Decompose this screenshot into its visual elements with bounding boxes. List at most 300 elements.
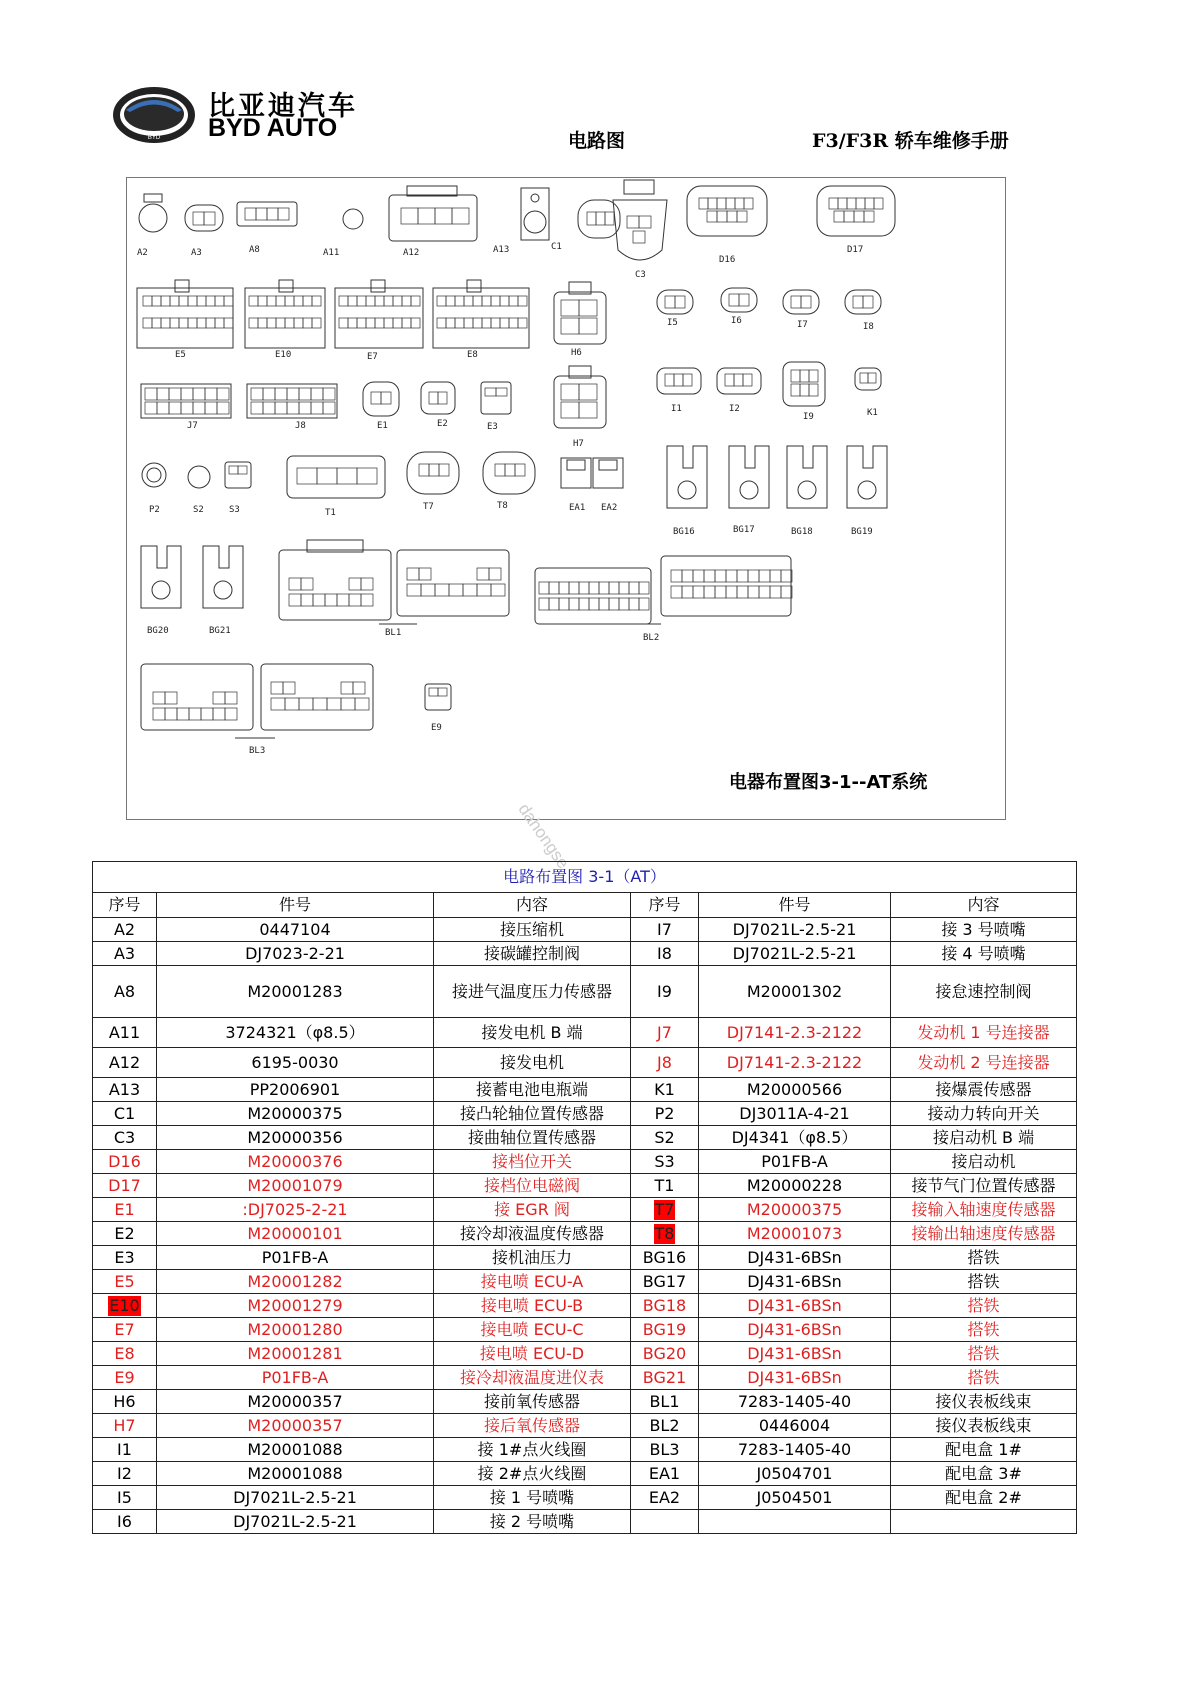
part-number-cell bbox=[699, 1390, 891, 1414]
part-number-cell bbox=[699, 1486, 891, 1510]
seq-cell bbox=[93, 1126, 157, 1150]
connector-label: BG19 bbox=[851, 527, 873, 537]
seq-cell bbox=[631, 1342, 699, 1366]
table-row bbox=[93, 918, 1077, 942]
connector-drawings bbox=[127, 178, 1005, 819]
part-number-cell bbox=[157, 918, 434, 942]
connector-label: E8 bbox=[467, 350, 478, 360]
table-row bbox=[93, 1246, 1077, 1270]
cell-text: 接冷却液温度进仪表 bbox=[459, 1367, 604, 1387]
cell-text: M20001088 bbox=[247, 1463, 343, 1483]
cell-text: 接爆震传感器 bbox=[935, 1079, 1032, 1099]
connector-label: J8 bbox=[295, 421, 306, 431]
connector-label: I1 bbox=[671, 404, 682, 414]
connector-label: I7 bbox=[797, 320, 808, 330]
seq-cell bbox=[93, 1390, 157, 1414]
header-content: 内容 bbox=[891, 893, 1077, 918]
content-cell bbox=[434, 1342, 631, 1366]
seq-cell bbox=[631, 1438, 699, 1462]
table-row bbox=[93, 1414, 1077, 1438]
seq-cell bbox=[631, 1150, 699, 1174]
part-number-cell bbox=[157, 1438, 434, 1462]
cell-text: 发动机 1 号连接器 bbox=[917, 1022, 1050, 1042]
cell-text: :DJ7025-2-21 bbox=[242, 1199, 348, 1219]
cell-text: 搭铁 bbox=[967, 1343, 1000, 1363]
connector-label: BG18 bbox=[791, 527, 813, 537]
cell-text: S3 bbox=[654, 1151, 675, 1171]
cell-text: 接启动机 B 端 bbox=[932, 1127, 1035, 1147]
cell-text: E2 bbox=[114, 1223, 135, 1243]
cell-text: 接怠速控制阀 bbox=[935, 981, 1032, 1001]
cell-text: M20001279 bbox=[247, 1295, 343, 1315]
content-cell bbox=[434, 1048, 631, 1078]
table-row bbox=[93, 1126, 1077, 1150]
connector-EA1 bbox=[561, 458, 591, 488]
cell-text: DJ7021L-2.5-21 bbox=[233, 1487, 357, 1507]
content-cell bbox=[434, 1414, 631, 1438]
content-cell bbox=[891, 1510, 1077, 1534]
cell-text: I7 bbox=[657, 919, 672, 939]
cell-text: 搭铁 bbox=[967, 1295, 1000, 1315]
connector-A11 bbox=[343, 209, 363, 229]
seq-cell bbox=[631, 1294, 699, 1318]
table-row bbox=[93, 1462, 1077, 1486]
connector-label: D17 bbox=[847, 245, 864, 255]
cell-text: I6 bbox=[117, 1511, 132, 1531]
connector-label: BL2 bbox=[643, 633, 660, 643]
cell-text: M20000375 bbox=[746, 1199, 843, 1219]
connector-label: BG17 bbox=[733, 525, 755, 535]
part-number-cell bbox=[699, 1174, 891, 1198]
content-cell bbox=[891, 1150, 1077, 1174]
seq-cell bbox=[93, 1462, 157, 1486]
seq-cell bbox=[631, 1366, 699, 1390]
cell-text: DJ7021L-2.5-21 bbox=[233, 1511, 357, 1531]
connector-BL3-right bbox=[261, 664, 373, 730]
cell-text: 搭铁 bbox=[967, 1271, 1000, 1291]
cell-text: 配电盒 2# bbox=[945, 1487, 1022, 1507]
cell-text: 接 4 号喷嘴 bbox=[941, 943, 1026, 963]
seq-cell bbox=[631, 1174, 699, 1198]
connector-EA2 bbox=[593, 458, 623, 488]
seq-cell bbox=[93, 1270, 157, 1294]
connector-label: C1 bbox=[551, 242, 562, 252]
content-cell bbox=[891, 1342, 1077, 1366]
content-cell bbox=[891, 1048, 1077, 1078]
cell-text: DJ7141-2.3-2122 bbox=[726, 1052, 863, 1072]
content-cell bbox=[891, 1018, 1077, 1048]
seq-cell bbox=[93, 918, 157, 942]
table-row bbox=[93, 1048, 1077, 1078]
content-cell bbox=[891, 918, 1077, 942]
connector-label: E1 bbox=[377, 421, 388, 431]
cell-text: A8 bbox=[113, 981, 136, 1001]
cell-text: 接前氧传感器 bbox=[483, 1391, 580, 1411]
connector-label: EA1 bbox=[569, 503, 586, 513]
table-header-row bbox=[93, 893, 1077, 918]
part-number-cell bbox=[157, 1078, 434, 1102]
connector-label: H6 bbox=[571, 348, 582, 358]
connector-label: I2 bbox=[729, 404, 740, 414]
cell-text: 接输出轴速度传感器 bbox=[911, 1223, 1056, 1243]
connector-E3 bbox=[481, 382, 511, 414]
connector-label: E7 bbox=[367, 352, 378, 362]
cell-text: 接档位开关 bbox=[491, 1151, 572, 1171]
seq-cell bbox=[631, 918, 699, 942]
cell-text: C1 bbox=[113, 1103, 136, 1123]
part-number-cell bbox=[157, 1270, 434, 1294]
cell-text: P2 bbox=[654, 1103, 675, 1123]
cell-text: 接 2 号喷嘴 bbox=[489, 1511, 575, 1531]
content-cell bbox=[891, 1270, 1077, 1294]
cell-text: 搭铁 bbox=[967, 1319, 1000, 1339]
part-number-cell bbox=[157, 942, 434, 966]
cell-text: 接 1#点火线圈 bbox=[477, 1439, 587, 1459]
part-number-cell bbox=[157, 1486, 434, 1510]
part-number-cell bbox=[699, 1018, 891, 1048]
connector-label: BG21 bbox=[209, 626, 231, 636]
cell-text: 接蓄电池电瓶端 bbox=[475, 1079, 588, 1099]
connector-label: E10 bbox=[275, 350, 292, 360]
seq-cell bbox=[93, 1414, 157, 1438]
content-cell bbox=[434, 1486, 631, 1510]
content-cell bbox=[434, 1126, 631, 1150]
part-number-cell bbox=[699, 1438, 891, 1462]
cell-text: M20001283 bbox=[247, 981, 343, 1001]
part-number-cell bbox=[157, 1246, 434, 1270]
cell-text: DJ3011A-4-21 bbox=[739, 1103, 850, 1123]
part-number-cell bbox=[699, 1198, 891, 1222]
cell-text: 0447104 bbox=[259, 919, 331, 939]
cell-text: M20000357 bbox=[247, 1415, 343, 1435]
cell-text: I8 bbox=[657, 943, 672, 963]
cell-text: M20001079 bbox=[247, 1175, 343, 1195]
connector-label: I9 bbox=[803, 412, 814, 422]
cell-text: P01FB-A bbox=[761, 1151, 828, 1171]
content-cell bbox=[434, 1366, 631, 1390]
cell-text: DJ7021L-2.5-21 bbox=[732, 919, 857, 939]
connector-BL1-right bbox=[397, 550, 509, 616]
cell-text: DJ431-6BSn bbox=[747, 1271, 842, 1291]
content-cell bbox=[891, 966, 1077, 1018]
diagram-caption: 电器布置图3-1--AT系统 bbox=[729, 772, 928, 793]
connector-label: E9 bbox=[431, 723, 442, 733]
part-number-cell bbox=[699, 1294, 891, 1318]
cell-text: E7 bbox=[114, 1319, 135, 1339]
cell-text: C3 bbox=[113, 1127, 136, 1147]
cell-text: BG19 bbox=[642, 1319, 687, 1339]
cell-text: 0446004 bbox=[758, 1415, 831, 1435]
cell-text: E5 bbox=[114, 1271, 135, 1291]
connector-parts-table bbox=[92, 861, 1077, 1534]
content-cell bbox=[891, 1222, 1077, 1246]
cell-text: M20001073 bbox=[746, 1223, 843, 1243]
cell-text: 接 3 号喷嘴 bbox=[941, 919, 1026, 939]
connector-label: A13 bbox=[493, 245, 510, 255]
cell-text: 接机油压力 bbox=[491, 1247, 572, 1267]
part-number-cell bbox=[699, 1102, 891, 1126]
seq-cell bbox=[631, 1390, 699, 1414]
part-number-cell bbox=[157, 1462, 434, 1486]
cell-text: EA1 bbox=[648, 1463, 681, 1483]
cell-text: 接电喷 ECU-D bbox=[479, 1343, 585, 1363]
cell-text: A11 bbox=[108, 1022, 141, 1042]
cell-text: E9 bbox=[114, 1367, 135, 1387]
connector-T7 bbox=[407, 452, 459, 494]
cell-text: 搭铁 bbox=[967, 1247, 1000, 1267]
content-cell bbox=[434, 1390, 631, 1414]
cell-text: I1 bbox=[117, 1439, 132, 1459]
connector-label: A12 bbox=[403, 248, 420, 258]
content-cell bbox=[891, 1078, 1077, 1102]
seq-cell bbox=[631, 1048, 699, 1078]
connector-label: S3 bbox=[229, 505, 240, 515]
cell-text: BG21 bbox=[642, 1367, 687, 1387]
connector-label: EA2 bbox=[601, 503, 618, 513]
content-cell bbox=[434, 1510, 631, 1534]
part-number-cell bbox=[699, 918, 891, 942]
connector-label: BL1 bbox=[385, 628, 402, 638]
cell-text: 接后氧传感器 bbox=[483, 1415, 580, 1435]
seq-cell bbox=[93, 1174, 157, 1198]
content-cell bbox=[434, 1222, 631, 1246]
cell-text: 6195-0030 bbox=[251, 1052, 339, 1072]
content-cell bbox=[891, 1102, 1077, 1126]
part-number-cell bbox=[157, 1318, 434, 1342]
seq-cell bbox=[93, 1246, 157, 1270]
part-number-cell bbox=[699, 1150, 891, 1174]
part-number-cell bbox=[157, 1222, 434, 1246]
part-number-cell bbox=[157, 1018, 434, 1048]
cell-text: 搭铁 bbox=[967, 1367, 1000, 1387]
cell-text: 接发电机 bbox=[499, 1052, 564, 1072]
cell-text: I9 bbox=[657, 981, 672, 1001]
content-cell bbox=[434, 1462, 631, 1486]
part-number-cell bbox=[699, 1342, 891, 1366]
part-number-cell bbox=[699, 1270, 891, 1294]
cell-text: J0504701 bbox=[756, 1463, 833, 1483]
table-row bbox=[93, 1018, 1077, 1048]
part-number-cell bbox=[157, 1390, 434, 1414]
seq-cell bbox=[631, 1198, 699, 1222]
cell-text: M20000228 bbox=[746, 1175, 843, 1195]
cell-text: 接电喷 ECU-C bbox=[480, 1319, 584, 1339]
part-number-cell bbox=[157, 1198, 434, 1222]
content-cell bbox=[891, 1198, 1077, 1222]
cell-text: M20001302 bbox=[746, 981, 843, 1001]
cell-text: DJ431-6BSn bbox=[747, 1367, 842, 1387]
seq-cell bbox=[631, 1018, 699, 1048]
cell-text: D16 bbox=[108, 1151, 141, 1171]
seq-cell bbox=[93, 1222, 157, 1246]
cell-text: DJ431-6BSn bbox=[747, 1295, 842, 1315]
cell-text: K1 bbox=[654, 1079, 675, 1099]
watermark: dahongse bbox=[514, 800, 573, 873]
cell-text: J0504501 bbox=[756, 1487, 833, 1507]
part-number-cell bbox=[699, 1222, 891, 1246]
table-row bbox=[93, 1294, 1077, 1318]
content-cell bbox=[891, 1246, 1077, 1270]
seq-cell bbox=[93, 1078, 157, 1102]
cell-text: 7283-1405-40 bbox=[737, 1439, 852, 1459]
part-number-cell bbox=[157, 1342, 434, 1366]
cell-text: 接 2#点火线圈 bbox=[477, 1463, 587, 1483]
cell-text: M20000566 bbox=[746, 1079, 843, 1099]
header-content: 内容 bbox=[434, 893, 631, 918]
cell-text: I5 bbox=[117, 1487, 132, 1507]
section-title: 电路图 bbox=[568, 130, 626, 152]
seq-cell bbox=[93, 1510, 157, 1534]
content-cell bbox=[434, 942, 631, 966]
cell-text: 接发电机 B 端 bbox=[481, 1022, 583, 1042]
table-caption bbox=[93, 862, 1077, 893]
table-row bbox=[93, 1174, 1077, 1198]
seq-cell bbox=[93, 1102, 157, 1126]
part-number-cell bbox=[157, 1294, 434, 1318]
cell-text: DJ431-6BSn bbox=[747, 1343, 842, 1363]
content-cell bbox=[891, 1390, 1077, 1414]
part-number-cell bbox=[157, 1174, 434, 1198]
content-cell bbox=[434, 1078, 631, 1102]
content-cell bbox=[434, 1270, 631, 1294]
part-number-cell bbox=[699, 1246, 891, 1270]
cell-text: M20001088 bbox=[247, 1439, 343, 1459]
cell-text: M20000356 bbox=[247, 1127, 343, 1147]
table-row bbox=[93, 942, 1077, 966]
part-number-cell bbox=[699, 942, 891, 966]
table-row bbox=[93, 1510, 1077, 1534]
seq-cell bbox=[93, 1342, 157, 1366]
cell-text: E1 bbox=[114, 1199, 135, 1219]
cell-text: BL1 bbox=[649, 1391, 680, 1411]
content-cell bbox=[434, 966, 631, 1018]
connector-label: D16 bbox=[719, 255, 736, 265]
seq-cell bbox=[93, 1486, 157, 1510]
logo-text: BYD bbox=[147, 135, 161, 141]
part-number-cell bbox=[157, 1126, 434, 1150]
cell-text: E8 bbox=[114, 1343, 135, 1363]
connector-BL1-left bbox=[279, 550, 391, 620]
connector-A13 bbox=[521, 188, 549, 240]
content-cell bbox=[891, 1126, 1077, 1150]
part-number-cell bbox=[157, 1150, 434, 1174]
cell-text: 接电喷 ECU-A bbox=[480, 1271, 584, 1291]
cell-text: P01FB-A bbox=[261, 1367, 329, 1387]
connector-label: J7 bbox=[187, 421, 198, 431]
connector-label: I8 bbox=[863, 322, 874, 332]
seq-cell bbox=[93, 1150, 157, 1174]
table-row bbox=[93, 1390, 1077, 1414]
cell-text: J7 bbox=[657, 1022, 672, 1042]
table-row bbox=[93, 1198, 1077, 1222]
seq-cell bbox=[631, 1078, 699, 1102]
seq-cell bbox=[93, 1318, 157, 1342]
connector-A2 bbox=[139, 204, 167, 232]
content-cell bbox=[891, 1462, 1077, 1486]
content-cell bbox=[434, 1198, 631, 1222]
content-cell bbox=[434, 1438, 631, 1462]
cell-text: M20001282 bbox=[247, 1271, 343, 1291]
table-caption-main: 电路布置图 3-1 bbox=[503, 867, 615, 886]
part-number-cell bbox=[157, 1102, 434, 1126]
table-caption-sub: （AT） bbox=[614, 867, 666, 886]
table-row bbox=[93, 1222, 1077, 1246]
cell-text: J8 bbox=[657, 1052, 672, 1072]
seq-cell bbox=[631, 1318, 699, 1342]
connector-label: I6 bbox=[731, 316, 742, 326]
cell-text: BG20 bbox=[642, 1343, 687, 1363]
connector-label: BL3 bbox=[249, 746, 266, 756]
cell-text: 接冷却液温度传感器 bbox=[459, 1223, 604, 1243]
cell-text: 配电盒 1# bbox=[945, 1439, 1022, 1459]
header-part-no: 件号 bbox=[699, 893, 891, 918]
connector-S2 bbox=[188, 466, 210, 488]
part-number-cell bbox=[699, 1366, 891, 1390]
content-cell bbox=[891, 1486, 1077, 1510]
cell-text: 3724321（φ8.5） bbox=[225, 1022, 365, 1042]
seq-cell bbox=[631, 1414, 699, 1438]
cell-text: 配电盒 3# bbox=[945, 1463, 1022, 1483]
cell-text: 接曲轴位置传感器 bbox=[467, 1127, 596, 1147]
part-number-cell bbox=[157, 1414, 434, 1438]
connector-label: P2 bbox=[149, 505, 160, 515]
connector-I1 bbox=[657, 368, 701, 394]
table-row bbox=[93, 1078, 1077, 1102]
cell-text: 接凸轮轴位置传感器 bbox=[459, 1103, 604, 1123]
table-row bbox=[93, 1438, 1077, 1462]
content-cell bbox=[891, 1414, 1077, 1438]
cell-text: S2 bbox=[654, 1127, 675, 1147]
cell-text: 接仪表板线束 bbox=[935, 1391, 1032, 1411]
content-cell bbox=[434, 1294, 631, 1318]
part-number-cell bbox=[157, 1048, 434, 1078]
connector-label: H7 bbox=[573, 439, 584, 449]
connector-label: C3 bbox=[635, 270, 646, 280]
cell-text: M20000375 bbox=[247, 1103, 343, 1123]
cell-text: 7283-1405-40 bbox=[737, 1391, 852, 1411]
content-cell bbox=[891, 1438, 1077, 1462]
connector-label: A11 bbox=[323, 248, 340, 258]
connector-label: E3 bbox=[487, 422, 498, 432]
connector-I2 bbox=[717, 368, 761, 394]
cell-text: BL2 bbox=[649, 1415, 680, 1435]
seq-cell bbox=[93, 1438, 157, 1462]
seq-cell bbox=[93, 966, 157, 1018]
connector-label: T1 bbox=[325, 508, 336, 518]
cell-text: 接电喷 ECU-B bbox=[480, 1295, 584, 1315]
cell-text: BG17 bbox=[642, 1271, 687, 1291]
cell-text: DJ7021L-2.5-21 bbox=[732, 943, 857, 963]
seq-cell bbox=[93, 1366, 157, 1390]
table-row bbox=[93, 1366, 1077, 1390]
part-number-cell bbox=[699, 1462, 891, 1486]
part-number-cell bbox=[157, 1510, 434, 1534]
cell-text: A12 bbox=[108, 1052, 141, 1072]
cell-text: P01FB-A bbox=[261, 1247, 329, 1267]
table-row bbox=[93, 966, 1077, 1018]
cell-text: 接碳罐控制阀 bbox=[483, 943, 580, 963]
seq-cell bbox=[631, 1246, 699, 1270]
connector-label: K1 bbox=[867, 408, 878, 418]
cell-text: E3 bbox=[114, 1247, 135, 1267]
connector-C3 bbox=[613, 200, 667, 260]
table-row bbox=[93, 1486, 1077, 1510]
content-cell bbox=[891, 1294, 1077, 1318]
part-number-cell bbox=[699, 1318, 891, 1342]
connector-label: S2 bbox=[193, 505, 204, 515]
connector-label: A2 bbox=[137, 248, 148, 258]
seq-cell bbox=[631, 966, 699, 1018]
